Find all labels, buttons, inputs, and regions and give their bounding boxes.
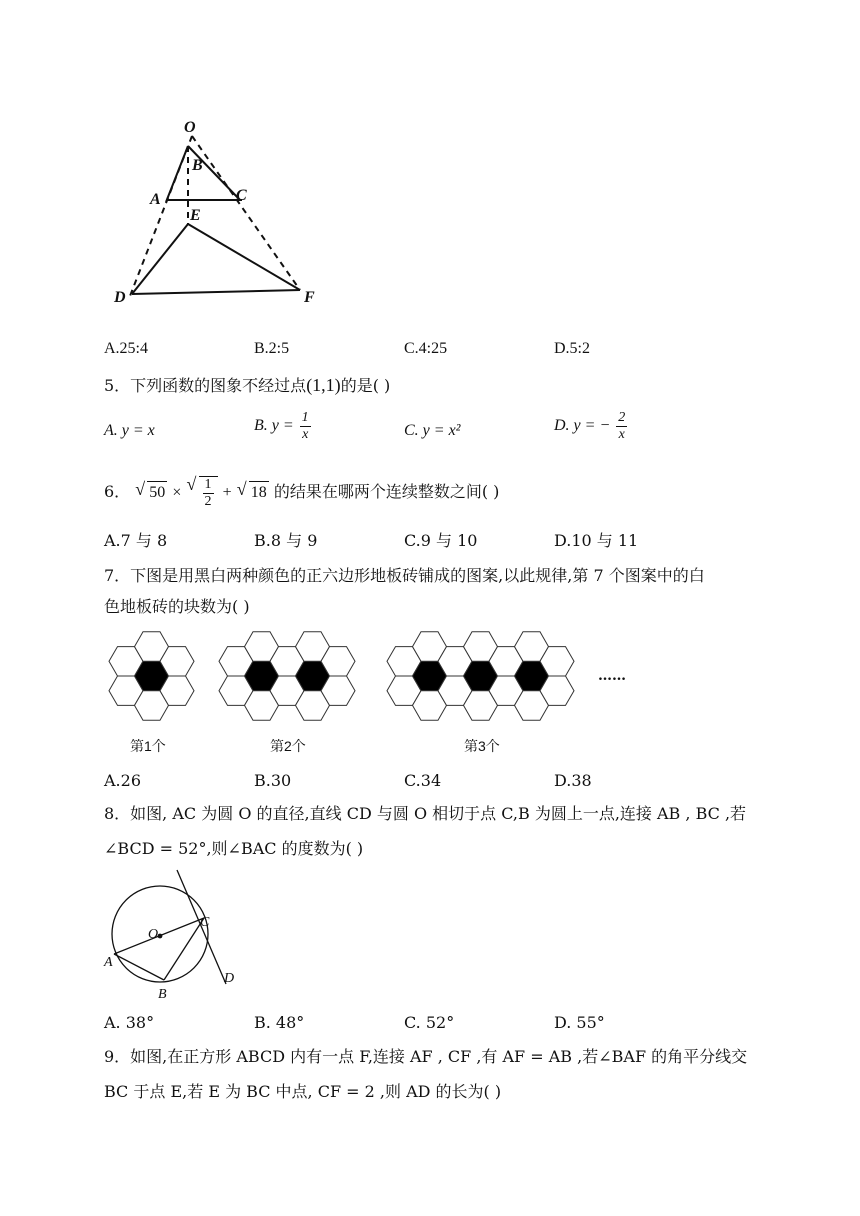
q7-ellipsis: …… xyxy=(598,668,626,684)
label-b: B xyxy=(192,157,203,174)
segment-ab xyxy=(166,146,188,202)
q7-caption-1: 第1个 xyxy=(130,738,166,754)
q8-option-c[interactable]: C. 52° xyxy=(404,1013,455,1032)
q9-stem-line2: BC 于点 E,若 E 为 BC 中点, CF = 2 ,则 AD 的长为( ) xyxy=(104,1082,502,1101)
q5-d-den: x xyxy=(618,427,625,442)
q7-option-b[interactable]: B.30 xyxy=(254,771,292,790)
label-d: D xyxy=(114,289,126,306)
q7-caption-3: 第3个 xyxy=(464,738,500,754)
circle-tangent-figure xyxy=(100,866,250,1006)
q5-option-a[interactable]: A. y = x xyxy=(104,422,155,439)
q5-stem-end: 的是( ) xyxy=(340,376,391,395)
q6-stem xyxy=(104,476,499,510)
circle-label-c: C xyxy=(200,915,210,930)
circle-label-b: B xyxy=(158,987,167,1002)
q8-stem-line2: ∠BCD = 52°,则∠BAC 的度数为( ) xyxy=(104,839,364,858)
circle-label-a: A xyxy=(104,955,113,970)
q8-option-d[interactable]: D. 55° xyxy=(554,1013,605,1032)
q5-option-d[interactable] xyxy=(554,410,629,443)
q6-plus: + xyxy=(222,484,232,502)
hexagon-tile-figure xyxy=(100,626,660,726)
q6-option-a[interactable]: A.7 与 8 xyxy=(104,531,168,550)
circle-label-d: D xyxy=(224,971,235,986)
q5-b-den: x xyxy=(302,427,309,442)
q5-stem-text: 5．下列函数的图象不经过点 xyxy=(104,376,307,395)
q6-times: × xyxy=(172,484,182,502)
segment-df xyxy=(132,290,300,294)
label-a: A xyxy=(150,191,161,208)
q7-option-c[interactable]: C.34 xyxy=(404,771,442,790)
label-e: E xyxy=(190,207,201,224)
circle-label-o: O xyxy=(148,927,159,942)
q5-option-b[interactable] xyxy=(254,410,313,443)
segment-ef xyxy=(188,224,300,290)
q5-d-num: 2 xyxy=(618,410,626,425)
q6-half-num: √ 1 xyxy=(204,477,212,492)
q6-option-d[interactable]: D.10 与 11 xyxy=(554,531,639,550)
q5-d-prefix: D. y = − xyxy=(554,417,611,435)
q5-option-c[interactable]: C. y = x² xyxy=(404,422,461,439)
q7-stem-line1: 7．下图是用黑白两种颜色的正六边形地板砖铺成的图案,以此规律,第 7 个图案中的白 xyxy=(104,566,705,585)
q6-number: 6． xyxy=(104,482,131,502)
dashed-od xyxy=(130,136,192,296)
q6-sqrt-18: √ 18 xyxy=(249,481,269,504)
q7-stem-line2: 色地板砖的块数为( ) xyxy=(104,597,250,616)
q6-half-den: 2 xyxy=(204,494,212,509)
q6-stem-text: 的结果在哪两个连续整数之间( ) xyxy=(273,482,500,502)
q7-caption-2: 第2个 xyxy=(270,738,306,754)
q5-stem xyxy=(104,374,390,397)
q8-option-a[interactable]: A. 38° xyxy=(104,1013,155,1032)
q9-stem-line1: 9．如图,在正方形 ABCD 内有一点 F,连接 AF , CF ,有 AF = AB ,若∠BAF 的角平分线交 xyxy=(104,1047,748,1066)
q4-option-a[interactable]: A.25:4 xyxy=(104,340,148,357)
label-c: C xyxy=(236,187,247,204)
q6-option-c[interactable]: C.9 与 10 xyxy=(404,531,478,550)
q4-option-c[interactable]: C.4:25 xyxy=(404,340,448,357)
label-o: O xyxy=(184,119,196,136)
q5-b-num: 1 xyxy=(301,410,309,425)
label-f: F xyxy=(304,289,315,306)
q6-sqrt-50: √ 50 xyxy=(147,481,167,504)
q8-option-b[interactable]: B. 48° xyxy=(254,1013,305,1032)
triangle-figure xyxy=(100,112,340,312)
q4-option-b[interactable]: B.2:5 xyxy=(254,340,290,357)
q5-b-prefix: B. y = xyxy=(254,417,294,435)
q7-option-d[interactable]: D.38 xyxy=(554,771,592,790)
q8-stem-line1: 8．如图, AC 为圆 O 的直径,直线 CD 与圆 O 相切于点 C,B 为圆上一点,连接 AB , BC ,若 xyxy=(104,804,747,823)
q4-option-d[interactable]: D.5:2 xyxy=(554,340,590,357)
q6-option-b[interactable]: B.8 与 9 xyxy=(254,531,318,550)
q5-point: (1,1) xyxy=(306,375,341,395)
q7-option-a[interactable]: A.26 xyxy=(104,771,141,790)
segment-de xyxy=(132,224,188,294)
dashed-of xyxy=(192,136,300,290)
